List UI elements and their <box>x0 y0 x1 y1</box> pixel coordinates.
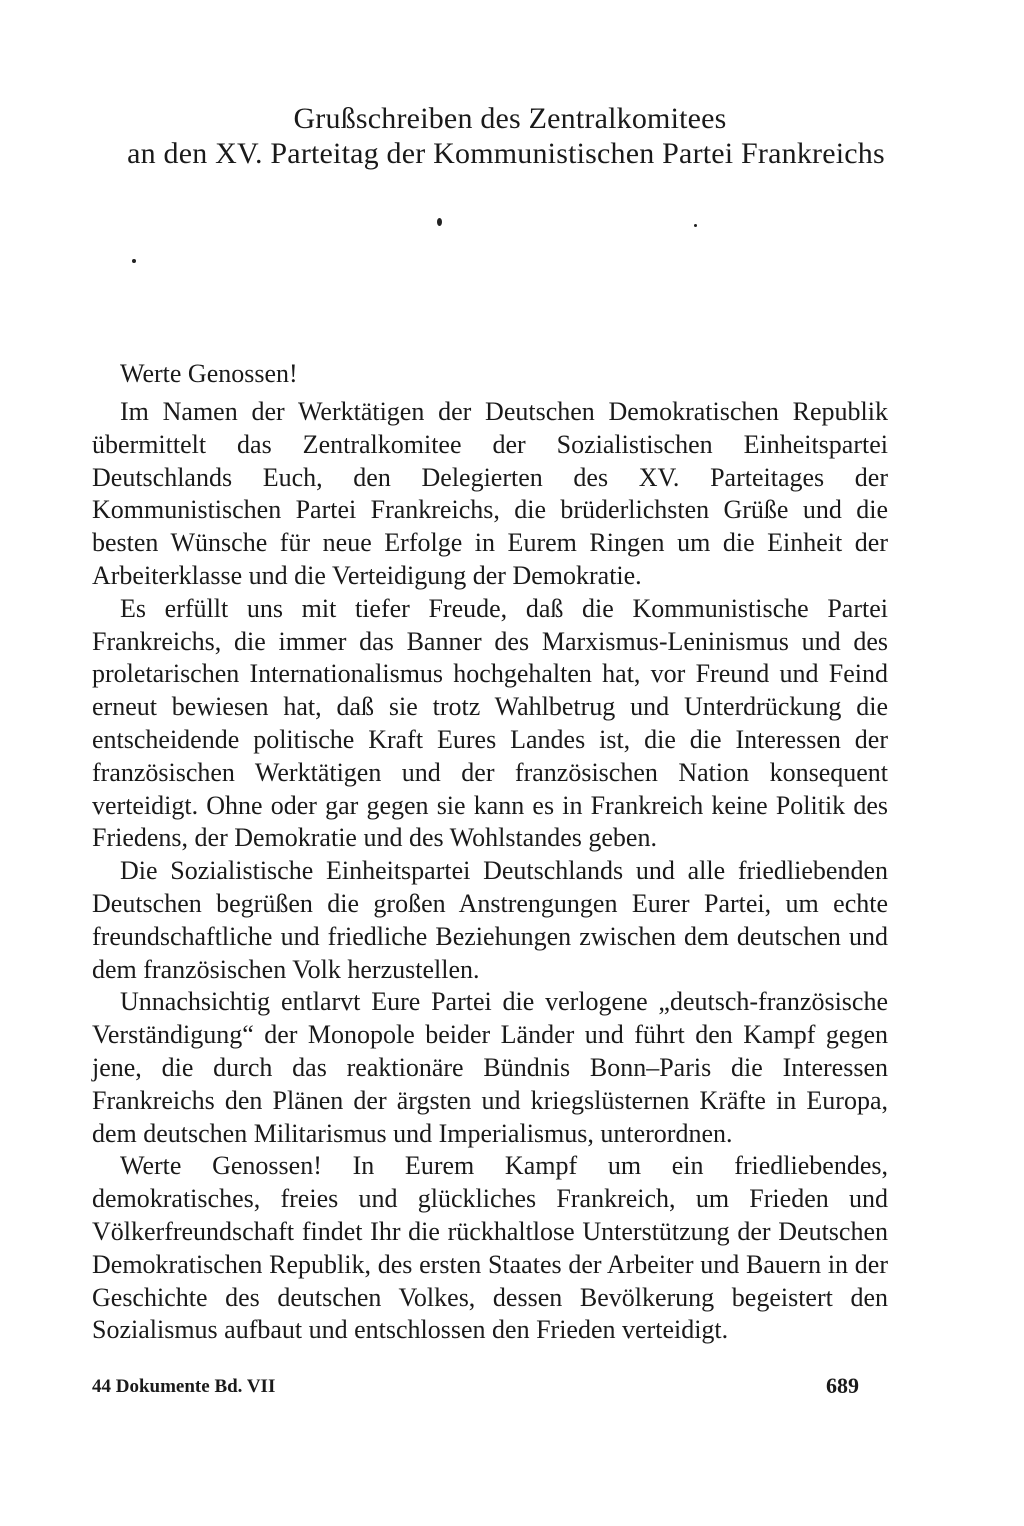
heading-line-2: an den XV. Parteitag der Kommunistischen Partei Frankreichs <box>127 137 885 170</box>
footer-signature: 44 Dokumente Bd. VII <box>92 1376 276 1397</box>
paragraph: Die Sozialistische Einheitspartei Deutschlands und alle friedliebenden Deutschen begrüßen die großen Anstrengungen Eurer Partei, um echte freundschaftliche und friedliche Beziehungen zwischen dem deutschen und dem französischen Volk herzustellen. <box>92 856 888 984</box>
paragraph: Im Namen der Werktätigen der Deutschen Demokratischen Republik übermittelt das Zentralkomitee der Sozialistischen Einheitspartei Deutschlands Euch, den Delegierten des XV. Parteitages der Kommunistischen Partei Frankreichs, die brüderlichsten Grüße und die besten Wünsche für neue Erfolge in Eurem Ringen um die Einheit der Arbeiterklasse und die Verteidigung der Demokratie. <box>92 397 888 590</box>
print-speck <box>437 218 442 226</box>
page-number: 689 <box>826 1373 859 1398</box>
paragraph: Es erfüllt uns mit tiefer Freude, daß die Kommunistische Partei Frankreichs, die immer das Banner des Marxismus-Leninismus und des proletarischen Internationalismus hochgehalten hat, vor Freund und Feind erneut bewiesen hat, daß sie trotz Wahlbetrug und Unterdrückung die entscheidende politische Kraft Eures Landes ist, die die Interessen der französischen Werktätigen und der französischen Nation konsequent verteidigt. Ohne oder gar gegen sie kann es in Frankreich keine Politik des Friedens, der Demokratie und des Wohlstandes geben. <box>92 593 888 853</box>
letter-body <box>92 396 888 1347</box>
paragraph: Unnachsichtig entlarvt Eure Partei die verlogene „deutsch-französische Verständigung“ der Monopole beider Länder und führt den Kampf gegen jene, die durch das reaktionäre Bündnis Bonn–Paris die Interessen Frankreichs den Plänen der ärgsten und kriegslüsternen Kräfte in Europa, dem deutschen Militarismus und Imperialismus, unterordnen. <box>92 987 888 1148</box>
salutation: Werte Genossen! <box>120 359 298 388</box>
print-speck <box>694 224 697 227</box>
print-speck <box>132 259 136 263</box>
paragraph: Werte Genossen! In Eurem Kampf um ein friedliebendes, demokratisches, freies und glückliches Frankreich, um Frieden und Völkerfreundschaft findet Ihr die rückhaltlose Unterstützung der Deutschen Demokratischen Republik, des ersten Staates der Arbeiter und Bauern in der Geschichte des deutschen Volkes, dessen Bevölkerung begeistert den Sozialismus aufbaut und entschlossen den Frieden verteidigt. <box>92 1151 888 1345</box>
heading-line-1: Grußschreiben des Zentralkomitees <box>293 102 727 135</box>
